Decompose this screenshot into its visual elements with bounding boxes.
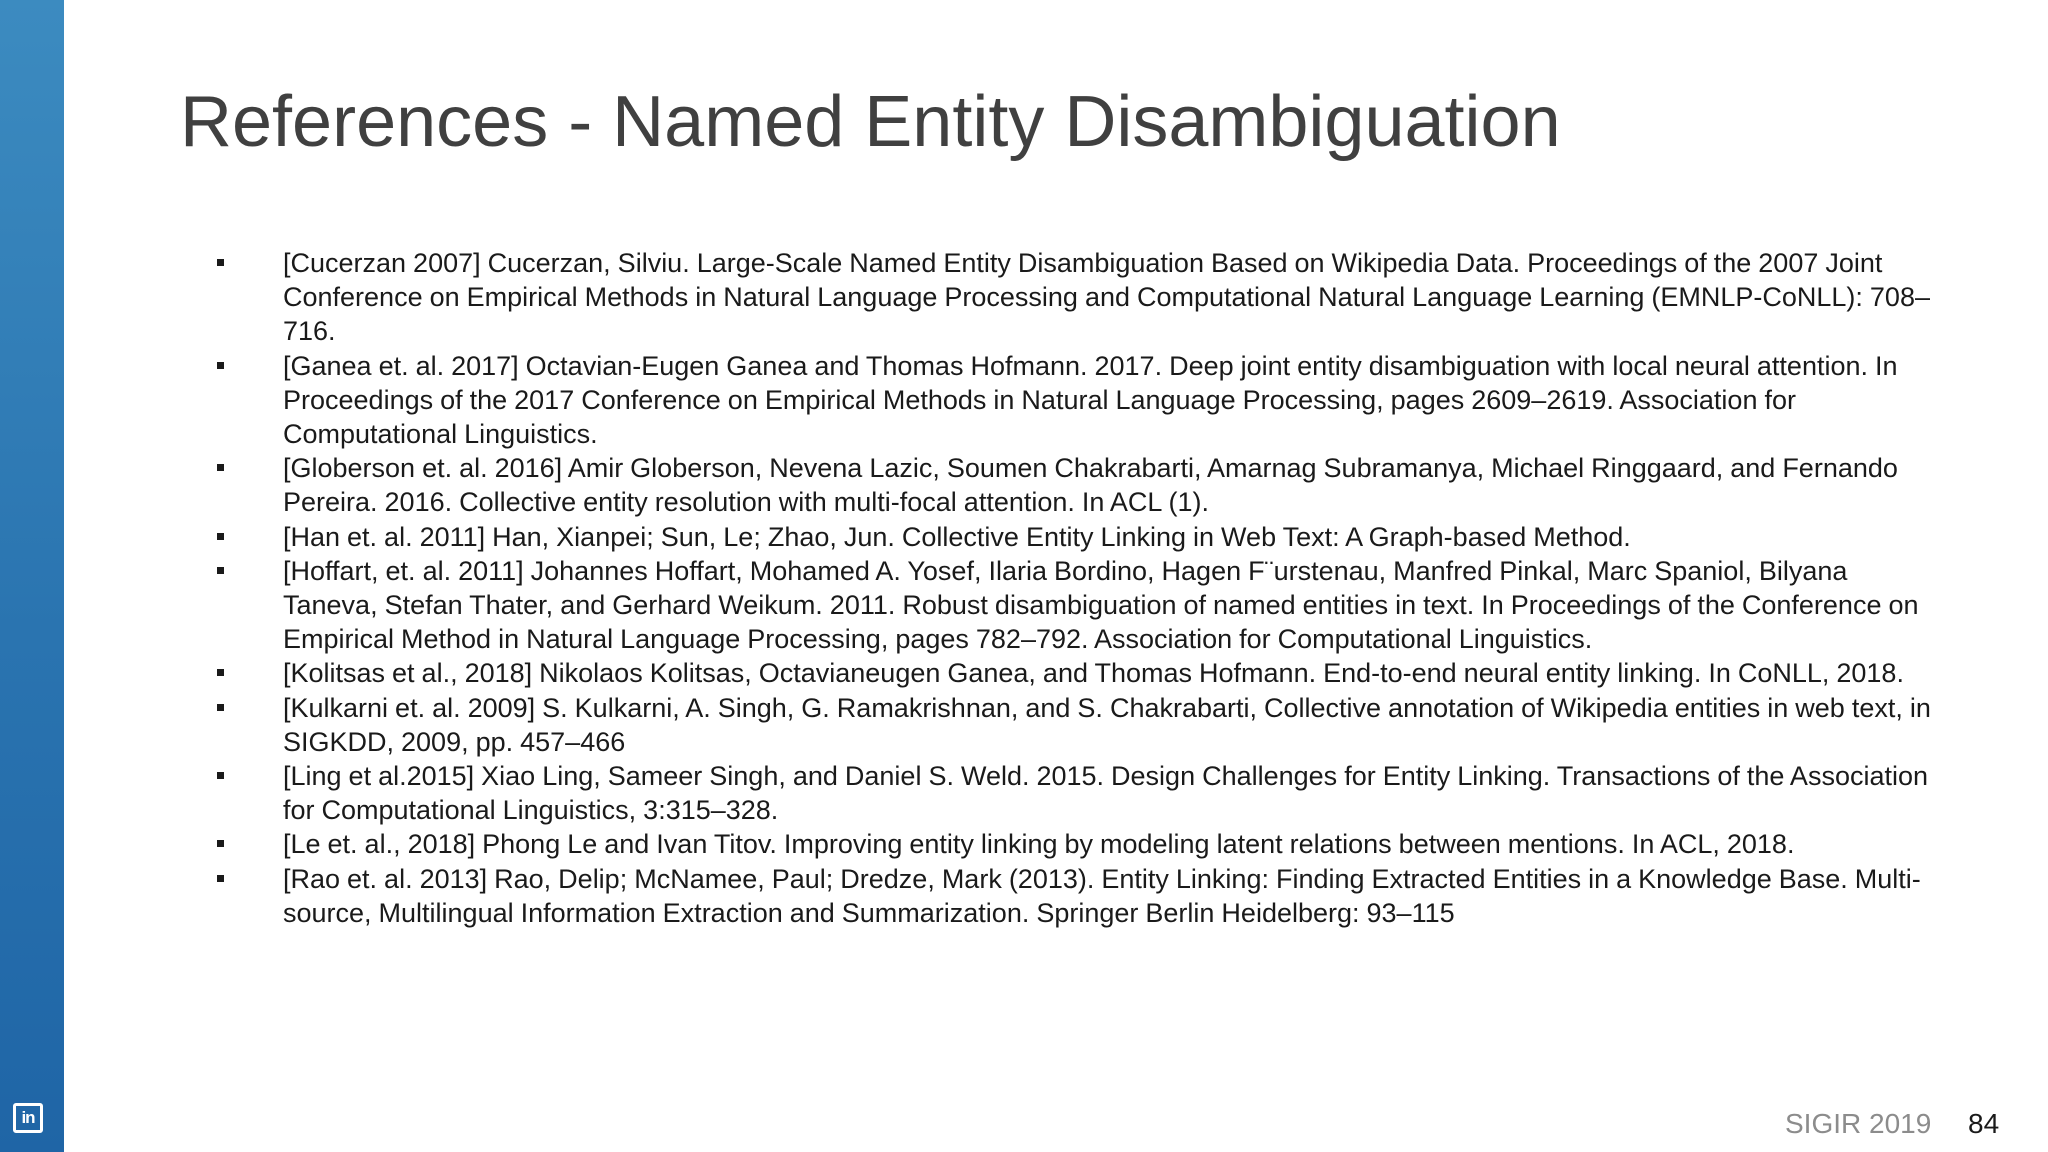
reference-text: [Ling et al.2015] Xiao Ling, Sameer Singh, and Daniel S. Weld. 2015. Design Challenges for Entity Linking. Transactions of the Association for Computational Linguistics, 3:315–328. (283, 761, 1929, 826)
reference-item (0, 862, 1943, 930)
reference-text: [Kolitsas et al., 2018] Nikolaos Kolitsas, Octavianeugen Ganea, and Thomas Hofmann. End-to-end neural entity linking. In CoNLL, 2018. (283, 658, 1904, 689)
reference-text: [Kulkarni et. al. 2009] S. Kulkarni, A. Singh, G. Ramakrishnan, and S. Chakrabarti, Collective annotation of Wikipedia entities in web text, in SIGKDD, 2009, pp. 457–466 (283, 692, 1931, 757)
reference-item (0, 827, 1943, 861)
bullet-icon (217, 533, 224, 540)
linkedin-icon: in (13, 1103, 43, 1133)
bullet-icon (217, 259, 224, 266)
bullet-icon (217, 840, 224, 847)
bullet-icon (217, 772, 224, 779)
reference-item (0, 451, 1943, 519)
reference-text: [Cucerzan 2007] Cucerzan, Silviu. Large-Scale Named Entity Disambiguation Based on Wikipedia Data. Proceedings of the 2007 Joint Conference on Empirical Methods in Natural Language Processing and Computational Natural Language Learning (EMNLP-CoNLL): 708–716. (283, 248, 1930, 347)
reference-item (0, 246, 1943, 349)
reference-text: [Globerson et. al. 2016] Amir Globerson, Nevena Lazic, Soumen Chakrabarti, Amarnag Subramanya, Michael Ringgaard, and Fernando Pereira. 2016. Collective entity resolution with multi-focal attention. In ACL (1). (283, 453, 1898, 518)
reference-text: [Rao et. al. 2013] Rao, Delip; McNamee, Paul; Dredze, Mark (2013). Entity Linking: Finding Extracted Entities in a Knowledge Base. Multi-source, Multilingual Information Extraction and Summarization. Springer Berlin Heidelberg: 93–115 (283, 863, 1921, 928)
slide-title: References - Named Entity Disambiguation (180, 82, 1561, 162)
reference-list (0, 246, 2048, 930)
reference-text: [Hoffart, et. al. 2011] Johannes Hoffart, Mohamed A. Yosef, Ilaria Bordino, Hagen F¨urstenau, Manfred Pinkal, Marc Spaniol, Bilyana Taneva, Stefan Thater, and Gerhard Weikum. 2011. Robust disambiguation of named entities in text. In Proceedings of the Conference on Empirical Method in Natural Language Processing, pages 782–792. Association for Computational Linguistics. (283, 555, 1919, 655)
bullet-icon (217, 704, 224, 711)
reference-text: [Han et. al. 2011] Han, Xianpei; Sun, Le; Zhao, Jun. Collective Entity Linking in Web Text: A Graph-based Method. (283, 521, 1631, 552)
bullet-icon (217, 464, 224, 471)
reference-text: [Le et. al., 2018] Phong Le and Ivan Titov. Improving entity linking by modeling latent relations between mentions. In ACL, 2018. (283, 829, 1795, 860)
reference-item (0, 349, 1943, 452)
reference-item (0, 691, 1943, 759)
bullet-icon (217, 875, 224, 882)
reference-text: [Ganea et. al. 2017] Octavian-Eugen Ganea and Thomas Hofmann. 2017. Deep joint entity disambiguation with local neural attention. In Proceedings of the 2017 Conference on Empirical Methods in Natural Language Processing, pages 2609–2619. Association for Computational Linguistics. (283, 350, 1898, 450)
reference-item (0, 759, 1943, 827)
bullet-icon (217, 669, 224, 676)
bullet-icon (217, 567, 224, 574)
footer-venue: SIGIR 2019 (1785, 1108, 1932, 1139)
page-number: 84 (1968, 1108, 2000, 1139)
bullet-icon (217, 362, 224, 369)
reference-item (0, 520, 1943, 554)
reference-item (0, 554, 1943, 657)
reference-item (0, 656, 1943, 690)
